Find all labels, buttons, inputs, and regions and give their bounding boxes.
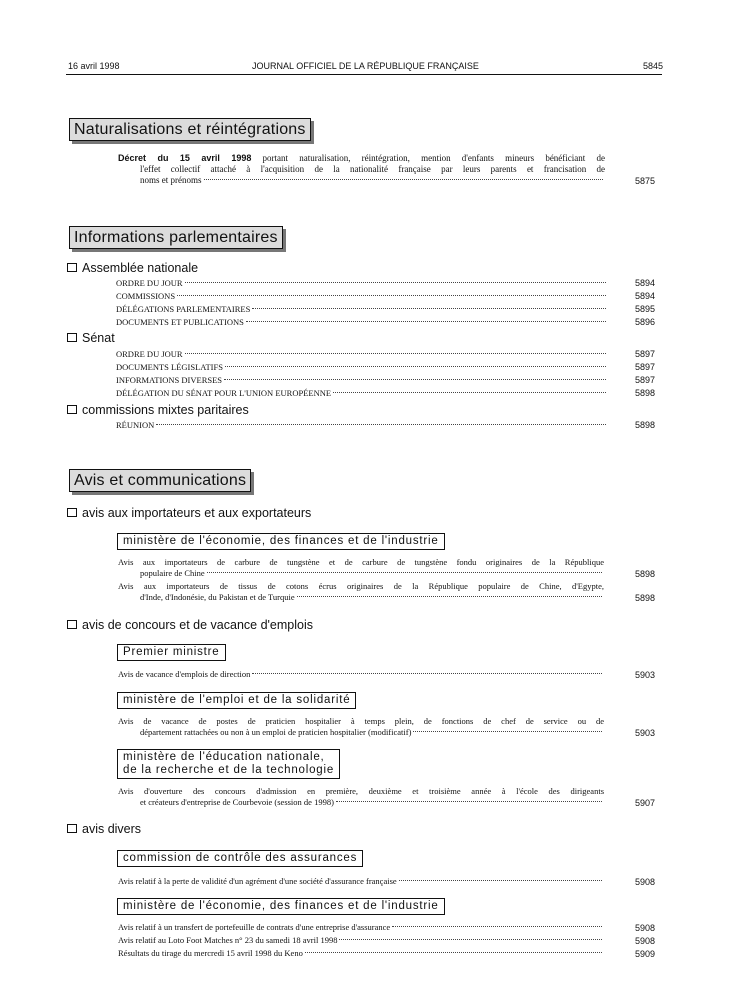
avis-agrement[interactable]: Avis relatif à la perte de validité d'un agrément d'une société d'assurance française: [118, 876, 604, 887]
avis-carbure[interactable]: Avis aux importateurs de carbure de tungstène et de carbure de tungstène fondu originaires de la République populaire de Chine: [118, 557, 604, 578]
decree-text-1: portant naturalisation, réintégration, mention d'enfants mineurs bénéficiant de: [251, 153, 605, 163]
checkbox-square-icon: [67, 824, 77, 833]
header-rule: [66, 74, 662, 75]
entry-page: 5895: [634, 304, 655, 314]
entry-senat-informations[interactable]: INFORMATIONS DIVERSES: [116, 374, 608, 386]
ministry-economie-2: ministère de l'économie, des finances et de l'industrie: [117, 898, 445, 915]
section-divers: [67, 822, 141, 836]
page-number: 5845: [642, 61, 663, 71]
ministry-emploi: ministère de l'emploi et de la solidarité: [117, 692, 356, 709]
entry-an-documents[interactable]: DOCUMENTS ET PUBLICATIONS: [116, 316, 608, 328]
section-importateurs: [67, 506, 311, 520]
avis-page: 5903: [634, 728, 655, 738]
entry-page: 5897: [634, 349, 655, 359]
avis-transfert[interactable]: Avis relatif à un transfert de portefeuille de contrats d'une entreprise d'assurance: [118, 922, 604, 933]
checkbox-square-icon: [67, 620, 77, 629]
avis-page: 5908: [634, 877, 655, 887]
section-concours-label: avis de concours et de vacance d'emplois: [82, 618, 313, 632]
entry-page: 5894: [634, 291, 655, 301]
entry-an-ordre[interactable]: ORDRE DU JOUR: [116, 277, 608, 289]
section-cmp: [67, 403, 249, 417]
decree-text-3: noms et prénoms: [140, 175, 202, 185]
section-importateurs-label: avis aux importateurs et aux exportateurs: [82, 506, 312, 520]
entry-senat-documents[interactable]: DOCUMENTS LÉGISLATIFS: [116, 361, 608, 373]
checkbox-square-icon: [67, 508, 77, 517]
banner-avis: Avis et communications: [69, 469, 251, 492]
section-cmp-label: commissions mixtes paritaires: [82, 403, 249, 417]
avis-page: 5907: [634, 798, 655, 808]
entry-page: 5896: [634, 317, 655, 327]
section-senat: [67, 331, 115, 345]
entry-page: 5894: [634, 278, 655, 288]
section-senat-label: Sénat: [82, 331, 115, 345]
ministry-economie-1: ministère de l'économie, des finances et de l'industrie: [117, 533, 445, 550]
entry-an-delegations[interactable]: DÉLÉGATIONS PARLEMENTAIRES: [116, 303, 608, 315]
banner-naturalisations: Naturalisations et réintégrations: [69, 118, 311, 141]
section-assemblee-label: Assemblée nationale: [82, 261, 199, 275]
entry-page: 5897: [634, 375, 655, 385]
entry-page: 5898: [634, 388, 655, 398]
avis-page: 5908: [634, 923, 655, 933]
avis-loto[interactable]: Avis relatif au Loto Foot Matches n° 23 du samedi 18 avril 1998: [118, 935, 604, 946]
avis-page: 5909: [634, 949, 655, 959]
avis-praticien[interactable]: Avis de vacance de postes de praticien hospitalier à temps plein, de fonctions de chef de service ou de département rattachées ou non à un emploi de praticien hospitalier (modificatif): [118, 716, 604, 737]
avis-page: 5898: [634, 593, 655, 603]
avis-concours-courbevoie[interactable]: Avis d'ouverture des concours d'admission en première, deuxième et troisième année à l'école des dirigeants et créateurs d'entreprise de Courbevoie (session de 1998): [118, 786, 604, 807]
checkbox-square-icon: [67, 263, 77, 272]
decree-page: 5875: [634, 176, 655, 186]
avis-page: 5898: [634, 569, 655, 579]
entry-senat-ordre[interactable]: ORDRE DU JOUR: [116, 348, 608, 360]
entry-cmp-reunion[interactable]: RÉUNION: [116, 419, 608, 431]
ministry-premier-ministre: Premier ministre: [117, 644, 226, 661]
checkbox-square-icon: [67, 333, 77, 342]
ministry-commission: commission de contrôle des assurances: [117, 850, 363, 867]
avis-tissus[interactable]: Avis aux importateurs de tissus de cotons écrus originaires de la République populaire de Chine, d'Egypte, d'Inde, d'Indonésie, du Pakistan et de Turquie: [118, 581, 604, 602]
avis-page: 5908: [634, 936, 655, 946]
entry-senat-delegation[interactable]: DÉLÉGATION DU SÉNAT POUR L'UNION EUROPÉENNE: [116, 387, 608, 399]
section-assemblee: [67, 261, 198, 275]
checkbox-square-icon: [67, 405, 77, 414]
section-divers-label: avis divers: [82, 822, 142, 836]
header-date: 16 avril 1998: [68, 61, 120, 71]
decree-text-2: l'effet collectif attaché à l'acquisition de la nationalité française par leurs parents et francisation de: [140, 164, 605, 174]
entry-an-commissions[interactable]: COMMISSIONS: [116, 290, 608, 302]
entry-page: 5897: [634, 362, 655, 372]
entry-page: 5898: [634, 420, 655, 430]
ministry-education: ministère de l'éducation nationale, de la recherche et de la technologie: [117, 749, 340, 779]
journal-title: JOURNAL OFFICIEL DE LA RÉPUBLIQUE FRANÇAISE: [252, 61, 479, 71]
banner-informations: Informations parlementaires: [69, 226, 283, 249]
avis-vacance-direction[interactable]: Avis de vacance d'emplois de direction: [118, 669, 604, 680]
section-concours: [67, 618, 313, 632]
decree-paragraph: [118, 153, 605, 186]
avis-keno[interactable]: Résultats du tirage du mercredi 15 avril 1998 du Keno: [118, 948, 604, 959]
decree-title: Décret du 15 avril 1998: [118, 153, 252, 163]
avis-page: 5903: [634, 670, 655, 680]
